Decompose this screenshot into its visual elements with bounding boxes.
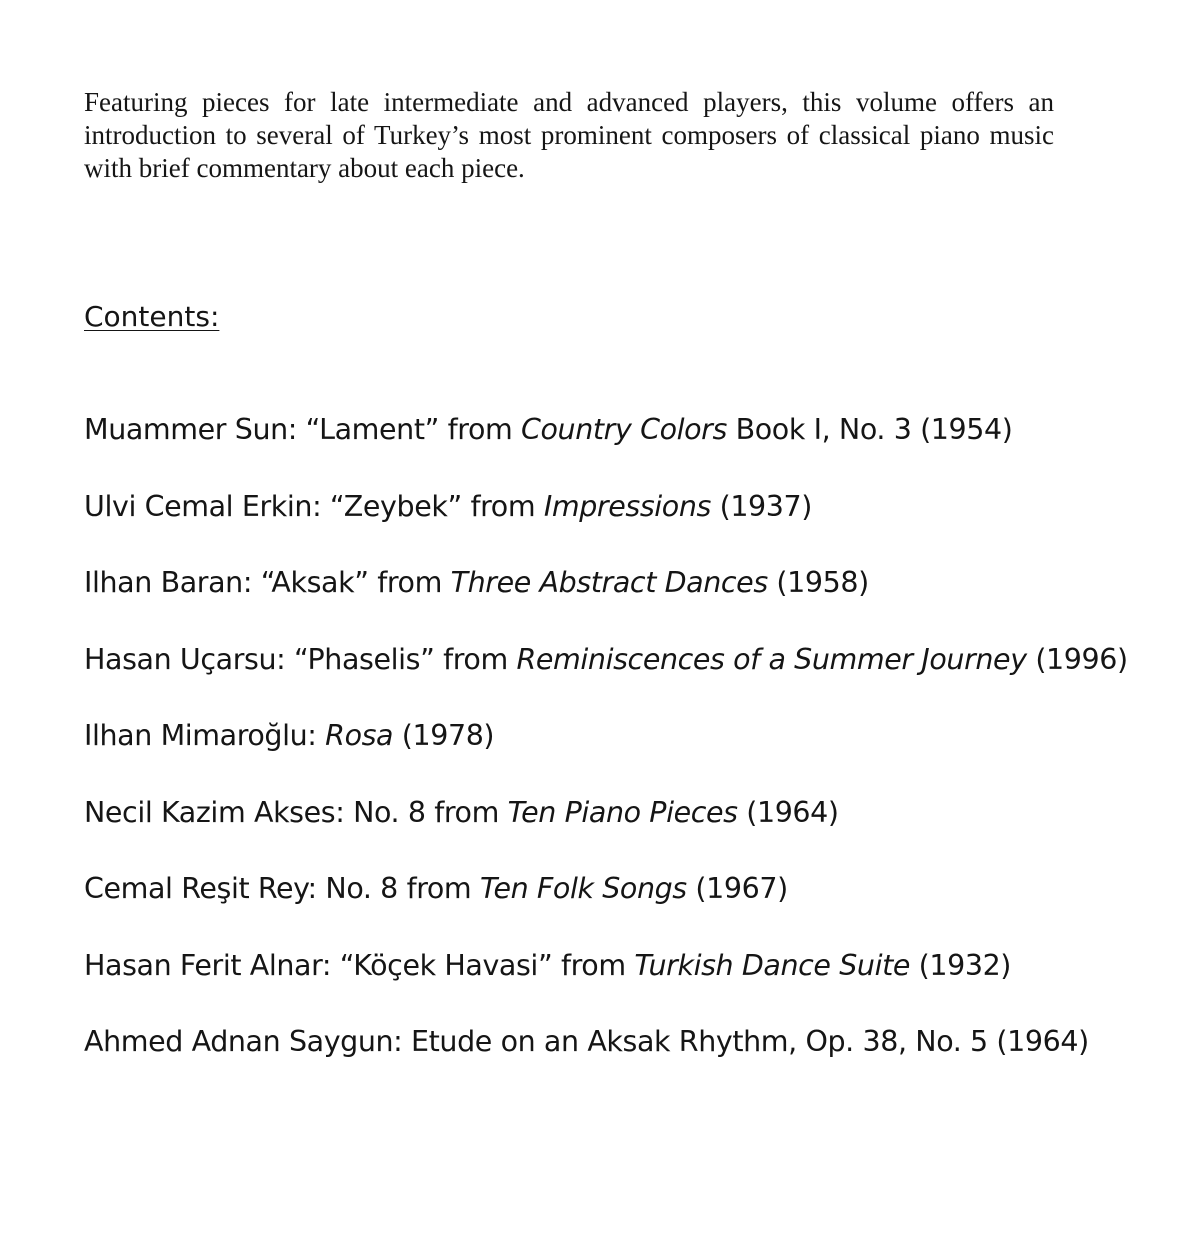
contents-entry — [84, 1022, 1184, 1099]
entry-text: Ilhan Baran: “Aksak” from — [84, 566, 451, 599]
entry-work-title: Reminiscences of a Summer Journey — [516, 642, 1027, 676]
entry-detail: (1964) — [737, 795, 839, 829]
intro-paragraph: Featuring pieces for late intermediate and advanced players, this volume offers an introduction to several of Turkey’s most prominent composers of classical piano music with brief commentary about each piece. — [84, 87, 1054, 183]
contents-entry — [84, 869, 1184, 946]
contents-list — [84, 410, 1184, 1099]
entry-text: Hasan Uçarsu: “Phaselis” from — [84, 642, 517, 676]
contents-entry — [84, 946, 1184, 1023]
entry-text: Ilhan Mimaroğlu: — [84, 719, 326, 752]
entry-work-title: Turkish Dance Suite — [634, 948, 910, 982]
contents-entry — [84, 793, 1184, 870]
entry-work-title: Country Colors — [521, 413, 727, 446]
entry-text: Hasan Ferit Alnar: “Köçek Havasi” from — [84, 948, 635, 982]
entry-text: Ulvi Cemal Erkin: “Zeybek” from — [84, 489, 544, 523]
contents-entry — [84, 487, 1184, 564]
entry-work-title: Rosa — [325, 719, 394, 752]
entry-detail: (1932) — [910, 948, 1012, 982]
entry-detail: (1996) — [1026, 642, 1128, 676]
contents-heading: Contents: — [84, 300, 220, 333]
entry-work-title: Ten Folk Songs — [479, 872, 687, 905]
entry-text: Cemal Reşit Rey: No. 8 from — [84, 872, 480, 905]
contents-entry — [84, 410, 1184, 487]
entry-work-title: Ten Piano Pieces — [507, 795, 738, 829]
contents-entry — [84, 716, 1184, 793]
entry-detail: (1967) — [686, 872, 788, 905]
contents-entry — [84, 640, 1184, 717]
entry-text: Muammer Sun: “Lament” from — [84, 413, 522, 446]
contents-entry — [84, 563, 1184, 640]
entry-work-title: Three Abstract Dances — [450, 566, 768, 599]
entry-detail: (1958) — [767, 566, 869, 599]
entry-text: Necil Kazim Akses: No. 8 from — [84, 795, 508, 829]
entry-text: Ahmed Adnan Saygun: Etude on an Aksak Rhythm, Op. 38, No. 5 (1964) — [84, 1025, 1089, 1058]
entry-detail: (1937) — [710, 489, 812, 523]
entry-detail: Book I, No. 3 (1954) — [726, 413, 1013, 446]
entry-work-title: Impressions — [543, 489, 711, 523]
entry-detail: (1978) — [393, 719, 495, 752]
